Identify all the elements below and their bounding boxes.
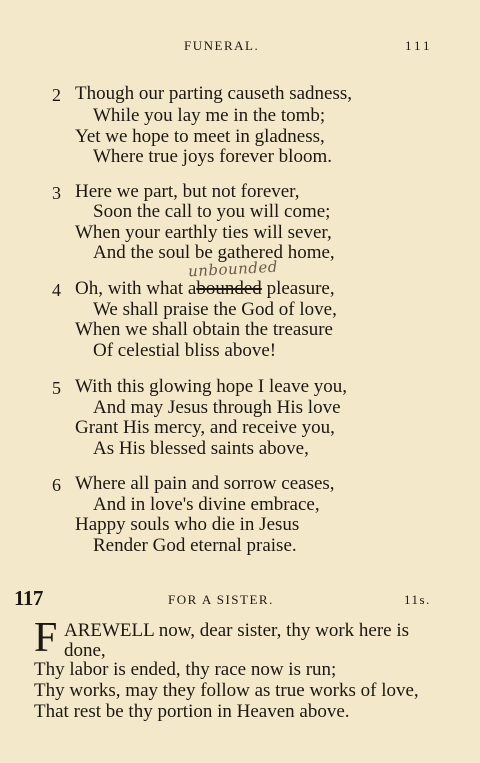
hymn-meter: 11s. xyxy=(404,592,431,607)
stanza-number: 6 xyxy=(52,475,61,495)
verse-line: Where all pain and sorrow ceases, xyxy=(75,473,335,494)
verse-line: And may Jesus through His love xyxy=(93,397,341,418)
verse-line: Soon the call to you will come; xyxy=(93,201,331,222)
verse-line: When your earthly ties will sever, xyxy=(75,222,332,243)
verse-line: With this glowing hope I leave you, xyxy=(75,376,348,397)
verse-line: When we shall obtain the treasure xyxy=(75,319,333,340)
running-head xyxy=(0,38,480,58)
hymn-number: 117 xyxy=(14,586,43,610)
running-head-title: FUNERAL. xyxy=(184,38,260,53)
verse-line: And the soul be gathered home, xyxy=(93,242,335,263)
verse-line: Render God eternal praise. xyxy=(93,535,297,556)
verse-line: While you lay me in the tomb; xyxy=(93,105,326,126)
stanza-number: 4 xyxy=(52,280,61,300)
hymn-line: Thy labor is ended, thy race now is run; xyxy=(34,659,337,680)
stanza-number: 3 xyxy=(52,183,61,203)
drop-cap: F xyxy=(34,615,58,661)
hymn-line: Thy works, may they follow as true works of love, xyxy=(34,680,419,701)
hymn-line: done, xyxy=(64,640,106,661)
verse-text: Oh, with what a xyxy=(75,278,197,299)
verse-line: Here we part, but not forever, xyxy=(75,181,300,202)
verse-line: Though our parting causeth sadness, xyxy=(75,83,353,104)
hymn-line: AREWELL now, dear sister, thy work here is xyxy=(64,620,410,641)
struck-word: bounded xyxy=(196,278,262,299)
hymn-line: That rest be thy portion in Heaven above. xyxy=(34,701,350,722)
verse-text: pleasure, xyxy=(261,278,335,299)
hymn-title: FOR A SISTER. xyxy=(168,592,274,607)
handwritten-annotation: unbounded xyxy=(187,257,279,281)
verse-line: As His blessed saints above, xyxy=(93,438,309,459)
verse-line: Where true joys forever bloom. xyxy=(93,146,332,167)
verse-line: Grant His mercy, and receive you, xyxy=(75,417,335,438)
verse-line: And in love's divine embrace, xyxy=(93,494,320,515)
stanza-number: 2 xyxy=(52,85,61,105)
verse-line: Happy souls who die in Jesus xyxy=(75,514,300,535)
verse-line: Yet we hope to meet in gladness, xyxy=(75,126,325,147)
verse-line: We shall praise the God of love, xyxy=(93,299,337,320)
page-number: 111 xyxy=(405,38,433,53)
verse-line-with-strikethrough xyxy=(75,278,335,300)
verse-line: Of celestial bliss above! xyxy=(93,340,277,361)
stanza-number: 5 xyxy=(52,378,61,398)
